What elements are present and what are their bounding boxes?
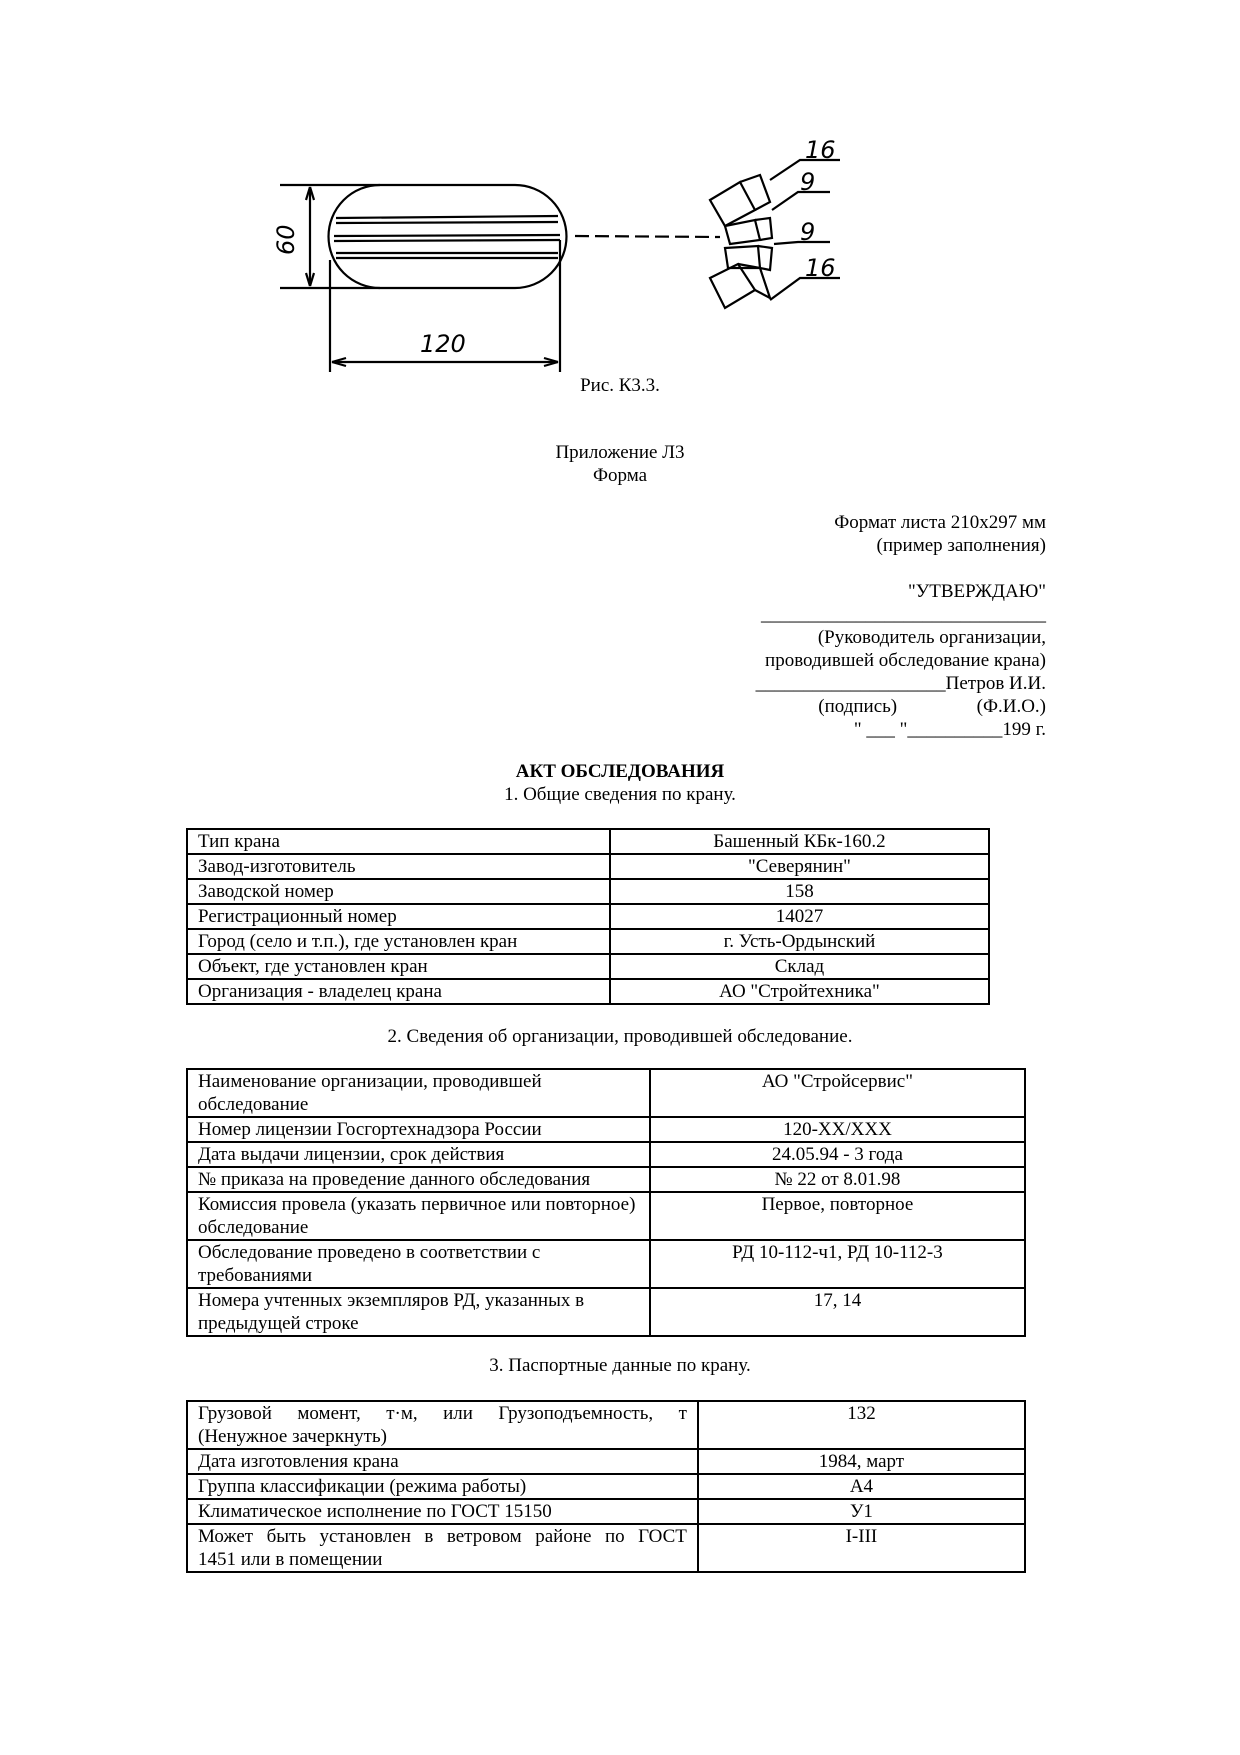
crane-general-table bbox=[186, 828, 990, 1005]
table-row bbox=[187, 1142, 1025, 1167]
row-value: АО "Стройтехника" bbox=[610, 979, 989, 1004]
row-value: А4 bbox=[698, 1474, 1025, 1499]
row-value: 24.05.94 - 3 года bbox=[650, 1142, 1025, 1167]
table-row bbox=[187, 1288, 1025, 1336]
row-label: Заводской номер bbox=[187, 879, 610, 904]
row-label: Группа классификации (режима работы) bbox=[187, 1474, 698, 1499]
row-label-line1: Может быть установлен в ветровом районе по ГОСТ bbox=[198, 1526, 687, 1547]
row-value: I-III bbox=[698, 1524, 1025, 1572]
row-label bbox=[187, 1401, 698, 1449]
passport-data-table bbox=[186, 1400, 1026, 1573]
row-label: Регистрационный номер bbox=[187, 904, 610, 929]
section3-heading: 3. Паспортные данные по крану. bbox=[489, 1355, 751, 1376]
table-row bbox=[187, 1240, 1025, 1288]
table-row bbox=[187, 1474, 1025, 1499]
table-row bbox=[187, 1524, 1025, 1572]
table-row bbox=[187, 1499, 1025, 1524]
fill-example-note: (пример заполнения) bbox=[876, 535, 1046, 556]
row-label-line2: (Ненужное зачеркнуть) bbox=[198, 1426, 387, 1447]
table-row bbox=[187, 1192, 1025, 1240]
row-label: Тип крана bbox=[187, 829, 610, 854]
approve-heading: "УТВЕРЖДАЮ" bbox=[908, 581, 1046, 602]
row-value: У1 bbox=[698, 1499, 1025, 1524]
row-label-line2: 1451 или в помещении bbox=[198, 1549, 383, 1570]
dim-height-label: 60 bbox=[272, 224, 300, 255]
section2-heading: 2. Сведения об организации, проводившей обследование. bbox=[387, 1026, 853, 1047]
signature-label: (подпись) bbox=[818, 696, 898, 717]
dim-width-label: 120 bbox=[420, 330, 466, 358]
signature-line: ____________________Петров И.И. bbox=[755, 673, 1046, 694]
approve-line: ______________________________ bbox=[761, 604, 1046, 625]
head-title-2: проводившей обследование крана) bbox=[765, 650, 1046, 671]
row-label: Номера учтенных экземпляров РД, указанных в предыдущей строке bbox=[187, 1288, 650, 1336]
row-label: Организация - владелец крана bbox=[187, 979, 610, 1004]
row-value: АО "Стройсервис" bbox=[650, 1069, 1025, 1117]
row-label: Город (село и т.п.), где установлен кран bbox=[187, 929, 610, 954]
row-label: Наименование организации, проводившей обследование bbox=[187, 1069, 650, 1117]
appendix-label: Приложение Л3 bbox=[555, 442, 685, 463]
dim-bottom-label: 16 bbox=[805, 254, 836, 282]
row-label: Комиссия провела (указать первичное или повторное) обследование bbox=[187, 1192, 650, 1240]
act-title: АКТ ОБСЛЕДОВАНИЯ bbox=[515, 761, 725, 782]
row-value: г. Усть-Ордынский bbox=[610, 929, 989, 954]
row-value: 17, 14 bbox=[650, 1288, 1025, 1336]
table-row bbox=[187, 904, 989, 929]
row-label: Объект, где установлен кран bbox=[187, 954, 610, 979]
row-value: Склад bbox=[610, 954, 989, 979]
row-value: 158 bbox=[610, 879, 989, 904]
section1-heading: 1. Общие сведения по крану. bbox=[504, 784, 736, 805]
row-label: Дата выдачи лицензии, срок действия bbox=[187, 1142, 650, 1167]
head-title-1: (Руководитель организации, bbox=[817, 627, 1046, 648]
table-row bbox=[187, 829, 989, 854]
table-row bbox=[187, 1117, 1025, 1142]
dim-mid1-label: 9 bbox=[800, 168, 816, 196]
signature-labels bbox=[756, 695, 1046, 718]
table-row bbox=[187, 1401, 1025, 1449]
table-row bbox=[187, 979, 989, 1004]
form-label: Форма bbox=[592, 465, 648, 486]
table-row bbox=[187, 954, 989, 979]
sheet-format: Формат листа 210х297 мм bbox=[834, 512, 1046, 533]
figure-caption: Рис. К3.3. bbox=[580, 375, 660, 396]
table-row bbox=[187, 879, 989, 904]
row-value: "Северянин" bbox=[610, 854, 989, 879]
approval-block bbox=[756, 511, 1046, 741]
row-label bbox=[187, 1524, 698, 1572]
table-row bbox=[187, 1449, 1025, 1474]
row-label: Номер лицензии Госгортехнадзора России bbox=[187, 1117, 650, 1142]
fio-label: (Ф.И.О.) bbox=[976, 696, 1046, 717]
row-value: № 22 от 8.01.98 bbox=[650, 1167, 1025, 1192]
row-label: Дата изготовления крана bbox=[187, 1449, 698, 1474]
row-label: Климатическое исполнение по ГОСТ 15150 bbox=[187, 1499, 698, 1524]
date-line: " ___ "__________199 г. bbox=[853, 719, 1046, 740]
table-row bbox=[187, 1069, 1025, 1117]
inspection-org-table bbox=[186, 1068, 1026, 1337]
row-label: Обследование проведено в соответствии с требованиями bbox=[187, 1240, 650, 1288]
row-value: 1984, март bbox=[698, 1449, 1025, 1474]
row-label: № приказа на проведение данного обследования bbox=[187, 1167, 650, 1192]
dim-mid2-label: 9 bbox=[800, 218, 816, 246]
row-value: РД 10-112-ч1, РД 10-112-3 bbox=[650, 1240, 1025, 1288]
dim-top-label: 16 bbox=[805, 136, 836, 164]
table-row bbox=[187, 854, 989, 879]
row-value: 132 bbox=[698, 1401, 1025, 1449]
row-label: Завод-изготовитель bbox=[187, 854, 610, 879]
row-label-line1: Грузовой момент, т·м, или Грузоподъемность, т bbox=[198, 1403, 687, 1424]
row-value: Первое, повторное bbox=[650, 1192, 1025, 1240]
table-row bbox=[187, 929, 989, 954]
row-value: 120-ХХ/ХХХ bbox=[650, 1117, 1025, 1142]
row-value: Башенный КБк-160.2 bbox=[610, 829, 989, 854]
row-value: 14027 bbox=[610, 904, 989, 929]
technical-drawing bbox=[272, 136, 940, 380]
table-row bbox=[187, 1167, 1025, 1192]
